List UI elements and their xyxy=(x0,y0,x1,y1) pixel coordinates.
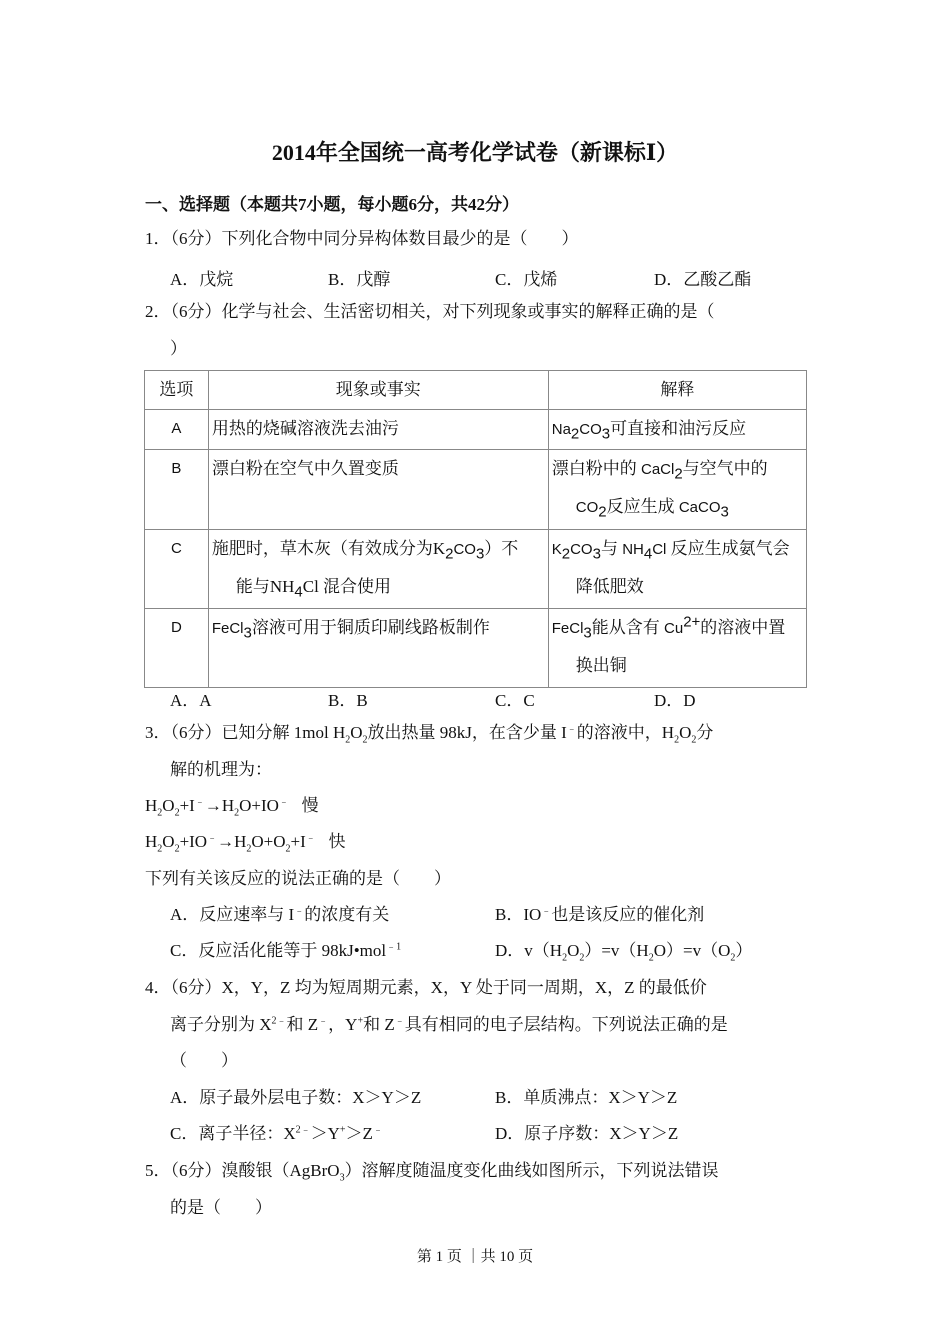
chem-text: FeCl xyxy=(211,620,244,637)
row-explanation-line: 降低肥效 xyxy=(575,577,644,596)
q5-text: ）溶解度随温度变化曲线如图所示，下列说法错误 xyxy=(344,1161,719,1180)
row-fact-text: 用热的烧碱溶液洗去油污 xyxy=(211,419,399,438)
option-sup: ﹣1 xyxy=(386,941,402,953)
q5-text: 5．（6分）溴酸银（AgBrO xyxy=(145,1161,340,1180)
option-text: C．离子半径：X xyxy=(170,1124,296,1143)
row-fact xyxy=(208,450,548,530)
reaction-speed: 快 xyxy=(328,832,346,851)
q1-option-b: B．戊醇 xyxy=(328,270,391,289)
q3-option-b: B．IO﹣也是该反应的催化剂 xyxy=(495,905,705,924)
chem-text: CO xyxy=(579,421,602,438)
question-3-stem: 3．（6分）已知分解 1mol $H_2O_2$放出热量 98kJ，在含少量 I﹣的溶液中，$H_2O_2$分 xyxy=(145,723,714,746)
header-explanation: 解释 xyxy=(548,371,806,410)
q3-equation-2: $H_2O_2+IO^﹣\to H_2O+O_2+I^﹣$ 快 xyxy=(145,832,346,855)
q4-text: 和 Z xyxy=(286,1015,319,1034)
row-fact-text: 溶液可用于铜质印刷线路板制作 xyxy=(251,618,490,637)
row-fact xyxy=(208,410,548,450)
row-explanation-line: 漂白粉中的 CaCl$_2$与空气中的 xyxy=(551,459,768,483)
row-explanation xyxy=(548,530,806,609)
q1-option-a: A．戊烷 xyxy=(170,270,234,289)
header-fact: 现象或事实 xyxy=(208,371,548,410)
chem-sub: 2 xyxy=(570,425,580,443)
row-fact-text: Cl 混合使用 xyxy=(302,577,392,596)
q3-option-d: D．$v(H_2O_2)=v(H_2O)=v(O_2)$ xyxy=(495,941,753,964)
page-footer: 第 1 页 ｜共 10 页 xyxy=(416,1249,534,1265)
q2-table xyxy=(144,370,807,688)
q1-option-c: C．戊烯 xyxy=(495,270,558,289)
q4-text: 具有相同的电子层结构。下列说法正确的是 xyxy=(404,1015,728,1034)
question-3-stem-cont: 解的机理为： xyxy=(170,760,272,779)
row-explanation xyxy=(548,450,806,530)
page-title: 2014年全国统一高考化学试卷（新课标Ⅰ） xyxy=(271,140,679,165)
q3-text: 的溶液中，H xyxy=(576,723,675,742)
q4-text: ，Y xyxy=(328,1015,358,1034)
row-explanation-line: $K_2CO_3$与 $NH_4Cl$ 反应生成氨气会 xyxy=(551,539,790,563)
row-fact-text: 能与NH xyxy=(235,577,295,596)
chem-text: Na xyxy=(551,421,571,438)
chem-sub: 3 xyxy=(601,425,611,443)
row-fact: FeCl$_3$溶液可用于铜质印刷线路板制作 xyxy=(208,609,548,688)
q3-text: O xyxy=(350,723,363,742)
q4-text: 和 Z xyxy=(363,1015,395,1034)
chem-text: CO xyxy=(453,541,476,558)
q3-option-a: A．反应速率与 I﹣的浓度有关 xyxy=(170,905,390,924)
q3-text: 分 xyxy=(696,723,714,742)
row-fact-line: 施肥时，草木灰（有效成分为$K_2CO_3$）不 xyxy=(211,539,519,563)
option-text: 也是该反应的催化剂 xyxy=(551,905,705,924)
option-text: ＞Y xyxy=(310,1124,340,1143)
table-row xyxy=(145,530,807,609)
row-explanation xyxy=(548,609,806,688)
table-row xyxy=(145,410,807,450)
q3-equation-1: $H_2O_2+I^﹣\to H_2O+IO^﹣$ 慢 xyxy=(145,796,319,819)
header-option: 选项 xyxy=(145,371,209,410)
q3-text: 放出热量 98kJ，在含少量 I xyxy=(367,723,567,742)
question-5-stem-cont: 的是（ ） xyxy=(170,1198,272,1217)
q2-option-d: D．D xyxy=(654,691,696,710)
row-fact-text: ）不 xyxy=(484,539,519,558)
q4-option-a: A．原子最外层电子数：X＞Y＞Z xyxy=(170,1088,422,1107)
q4-text: 离子分别为 X xyxy=(170,1015,272,1034)
option-text: B．IO xyxy=(495,905,542,924)
row-fact-text: 施肥时，草木灰（有效成分为K xyxy=(211,539,446,558)
row-explanation-line: $CO_2$反应生成 CaCO$_3$ xyxy=(575,497,729,521)
row-key: D xyxy=(145,609,209,688)
q4-option-b: B．单质沸点：X＞Y＞Z xyxy=(495,1088,678,1107)
option-text: 的浓度有关 xyxy=(304,905,390,924)
q3-text: 3．（6分）已知分解 1mol H xyxy=(145,723,346,742)
row-explanation-text: 可直接和油污反应 xyxy=(610,419,747,438)
row-explanation-line: 换出铜 xyxy=(575,656,627,675)
question-1-stem: 1．（6分）下列化合物中同分异构体数目最少的是（ ） xyxy=(145,229,579,248)
row-fact-line: 能与$NH_4Cl$ 混合使用 xyxy=(235,577,392,601)
q2-option-b: B．B xyxy=(328,691,368,710)
table-header-row xyxy=(145,371,807,410)
row-key: C xyxy=(145,530,209,609)
question-2-stem-cont: ） xyxy=(170,339,187,358)
option-text: A．反应速率与 I xyxy=(170,905,295,924)
table-row xyxy=(145,450,807,530)
question-2-stem: 2．（6分）化学与社会、生活密切相关，对下列现象或事实的解释正确的是（ xyxy=(145,302,715,321)
question-5-stem: 5．（6分）溴酸银（AgBrO$_3$）溶解度随温度变化曲线如图所示，下列说法错误 xyxy=(145,1161,719,1184)
table-row xyxy=(145,609,807,688)
q3-text: O xyxy=(679,723,692,742)
option-text: ＞Z xyxy=(345,1124,373,1143)
row-fact xyxy=(208,530,548,609)
q3-option-c xyxy=(170,940,401,962)
question-3-ask: 下列有关该反应的说法正确的是（ ） xyxy=(145,869,451,888)
reaction-speed: 慢 xyxy=(301,796,319,815)
q2-option-a: A．A xyxy=(170,691,212,710)
row-explanation xyxy=(548,410,806,450)
option-text: C．反应活化能等于 98kJ•mol xyxy=(170,941,387,960)
row-explanation-line: FeCl$_3$能从含有 $Cu^{2+}$的溶液中置 xyxy=(551,613,786,642)
question-4-stem: 4．（6分）X，Y，Z 均为短周期元素，X，Y 处于同一周期，X，Z 的最低价 xyxy=(145,978,707,997)
q4-option-c: C．离子半径：$X^{2﹣}>Y^+>Z^﹣$ xyxy=(170,1124,383,1143)
question-4-stem-end: （ ） xyxy=(170,1051,238,1070)
q1-option-d: D．乙酸乙酯 xyxy=(654,270,752,289)
q2-option-c: C．C xyxy=(495,691,535,710)
question-4-stem-cont: 离子分别为 $X^{2﹣}$和 Z﹣，Y+和 Z﹣具有相同的电子层结构。下列说法正确的是 xyxy=(170,1015,728,1034)
q4-option-d: D．原子序数：X＞Y＞Z xyxy=(495,1124,679,1143)
row-fact-text: 漂白粉在空气中久置变质 xyxy=(211,459,399,478)
row-key: B xyxy=(145,450,209,530)
section-heading: 一、选择题（本题共7小题，每小题6分，共42分） xyxy=(145,195,519,214)
row-key: A xyxy=(145,410,209,450)
